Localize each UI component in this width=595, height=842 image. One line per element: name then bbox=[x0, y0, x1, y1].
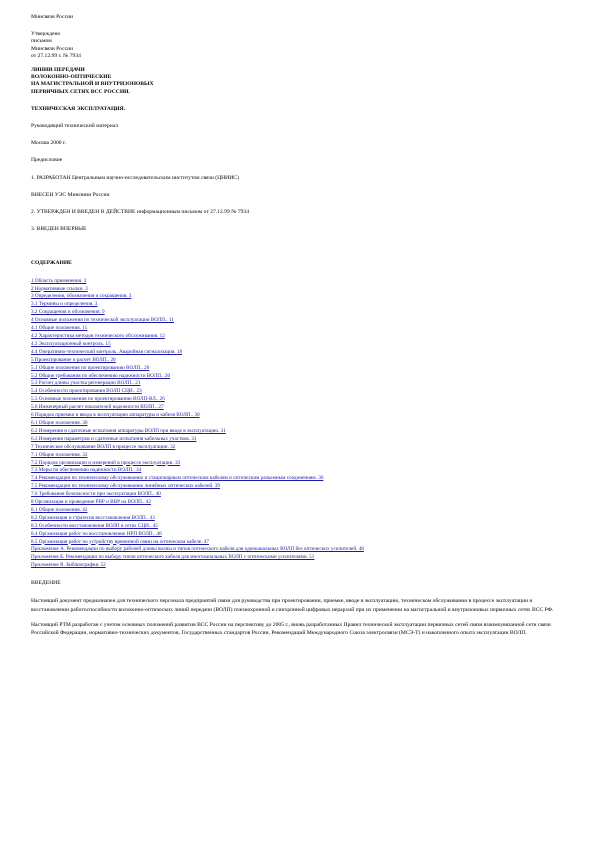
toc-link[interactable]: 5.5 Основные положения по проектированию ВОЛП-ВЛ.. 26 bbox=[31, 396, 165, 403]
toc-link[interactable]: 4.4 Оперативно-технический контроль. Аварийная сигнализация. 18 bbox=[31, 348, 183, 355]
approval-line: от 27.12.99 г. № 7934 bbox=[31, 52, 81, 59]
toc-link[interactable]: 6 Порядок приемки и ввода в эксплуатацию аппаратуры и кабеля ВОЛП.. 30 bbox=[31, 412, 200, 419]
preface-item: 1. РАЗРАБОТАН Центральным научно-исследовательским институтом связи (ЦНИИС) bbox=[31, 174, 239, 181]
title-line: ВОЛОКОННО-ОПТИЧЕСКИЕ bbox=[31, 74, 112, 81]
toc-link[interactable]: 4.3 Эксплуатационный контроль. 15 bbox=[31, 340, 111, 347]
toc-link[interactable]: 8.3 Особенности восстановления ВОЛП в сетях СЦИ.. 45 bbox=[31, 522, 158, 529]
toc-link[interactable]: 5.1 Общие положения по проектированию ВОЛП.. 20 bbox=[31, 364, 150, 371]
toc-link[interactable]: Приложение В. Библиография. 52 bbox=[31, 562, 106, 569]
toc-link[interactable]: 5 Проектирование и расчет ВОЛП.. 20 bbox=[31, 356, 116, 363]
toc-link[interactable]: 6.3 Измерения параметров и сдаточные испытания кабельных участков. 31 bbox=[31, 435, 197, 442]
toc-link[interactable]: 5.4 Особенности проектирования ВОЛП СЦИ.. 23 bbox=[31, 388, 142, 395]
contents-heading: СОДЕРЖАНИЕ bbox=[31, 260, 72, 267]
toc-link[interactable]: 8.1 Общие положения. 42 bbox=[31, 506, 88, 513]
toc-link[interactable]: Приложение Б. Рекомендации по выбору типов оптического кабеля для многоканальных ВОЛП с оптическими усилителями. 51 bbox=[31, 554, 315, 561]
toc-link[interactable]: 7.2 Порядок организации и измерений в процессе эксплуатации. 33 bbox=[31, 459, 181, 466]
toc-link[interactable]: 7.3 Меры по обеспечению надежности ВОЛП.. 34 bbox=[31, 467, 142, 474]
approval-line: Минсвязи России bbox=[31, 45, 74, 52]
toc-link[interactable]: 4.2 Характеристика методов технического обслуживания. 12 bbox=[31, 333, 165, 339]
toc-link[interactable]: 3 Определения, обозначения и сокращения. 3 bbox=[31, 293, 132, 300]
toc-link[interactable]: 8.5 Организация работ по устройству временной связи на оптическом кабеле. 47 bbox=[31, 538, 209, 545]
toc-link[interactable]: 5.3 Расчет длины участка регенерации ВОЛП.. 21 bbox=[31, 380, 141, 387]
intro-paragraph: Настоящий документ предназначен для технического персонала предприятий связи для руководства при проектировании, приемке, вводе в эксплуатацию, техническом обслуживании в процессе эксплуатации и восстановлении работоспособности волоконно-оптических линий передачи (ВОЛП) плезиохронной и синхронной цифровых иерархий при их применении на магистральной и внутризоновых первичных сетях ВСС РФ. bbox=[31, 598, 554, 613]
toc-link[interactable]: 8.4 Организация работ по восстановлению НРП ВОЛП.. 46 bbox=[31, 530, 162, 537]
toc-link[interactable]: 8 Организация и проведение РВР и ВВР на ВОЛП.. 42 bbox=[31, 499, 151, 506]
document-title bbox=[31, 67, 571, 96]
toc-link[interactable]: 4 Основные положения по технической эксплуатации ВОЛП.. 11 bbox=[31, 317, 174, 324]
document-page bbox=[31, 14, 571, 638]
title-line: ПЕРВИЧНЫХ СЕТЯХ ВСС РОССИИ. bbox=[31, 88, 130, 95]
preface-item: ВНЕСЕН УЭС Минсвязи России bbox=[31, 191, 110, 198]
table-of-contents bbox=[31, 278, 571, 570]
toc-link[interactable]: 7.1 Общие положения. 32 bbox=[31, 451, 88, 458]
document-subtitle: ТЕХНИЧЕСКАЯ ЭКСПЛУАТАЦИЯ. bbox=[31, 105, 126, 112]
toc-link[interactable]: 2 Нормативные ссылки. 3 bbox=[31, 285, 88, 292]
place-year: Москва 2000 г. bbox=[31, 140, 67, 147]
toc-link[interactable]: 8.2 Организация и стратегия восстановления ВОЛП.. 43 bbox=[31, 514, 155, 521]
toc-link[interactable]: 7.4 Рекомендации по техническому обслуживанию и стационарным оптическим кабелям и оптическим разъемным соединениям. 36 bbox=[31, 475, 324, 482]
preface-item: 3. ВВЕДЕН ВПЕРВЫЕ bbox=[31, 226, 87, 233]
intro-paragraph: Настоящий РТМ разработан с учетом основных положений развития ВСС России на перспективу до 2005 г., вновь разработанных Правил технической эксплуатации первичных сетей связи взаимоувязанной сети связи Российской Федерации, нормативно-технических документов, Государственных стандартов России, Рекомендаций Международного Союза электросвязи (МСЭ-Т) и накопленного опыта эксплуатации ВОЛП. bbox=[31, 621, 551, 637]
toc-link[interactable]: 5.2 Общие требования по обеспечению надежности ВОЛП.. 20 bbox=[31, 372, 171, 379]
toc-link[interactable]: 6.1 Общие положения. 30 bbox=[31, 419, 88, 426]
toc-link[interactable]: 4.1 Общие положения. 11 bbox=[31, 325, 88, 332]
title-line: ЛИНИИ ПЕРЕДАЧИ bbox=[31, 67, 85, 74]
toc-link[interactable]: 3.1 Термины и определения. 3 bbox=[31, 301, 98, 308]
title-line: НА МАГИСТРАЛЬНОЙ И ВНУТРИЗОНОВЫХ bbox=[31, 81, 154, 88]
toc-link[interactable]: 1 Область применения. 3 bbox=[31, 277, 87, 284]
toc-link[interactable]: 5.6 Инженерный расчет показателей надежности ВОЛП.. 27 bbox=[31, 404, 164, 411]
toc-link[interactable]: 7.6 Требования безопасности при эксплуатации ВОЛП.. 40 bbox=[31, 491, 161, 498]
toc-link[interactable]: 7 Техническое обслуживание ВОЛП в процессе эксплуатации. 32 bbox=[31, 443, 176, 450]
preface-heading: Предисловие bbox=[31, 157, 63, 164]
toc-link[interactable]: 7.5 Рекомендации по техническому обслуживанию линейных оптических кабелей. 39 bbox=[31, 483, 220, 490]
ministry-line: Минсвязи России bbox=[31, 14, 74, 20]
toc-link[interactable]: 3.2 Сокращения и обозначения. 9 bbox=[31, 309, 105, 316]
intro-heading: ВВЕДЕНИЕ bbox=[31, 579, 61, 586]
toc-link[interactable]: Приложение А. Рекомендации по выбору рабочей длины волны и типов оптического кабеля для одноканальных ВОЛП без оптических усилителей. 48 bbox=[31, 546, 364, 553]
document-type: Руководящий технический материал bbox=[31, 123, 119, 130]
toc-link[interactable]: 6.2 Измерения и сдаточные испытания аппаратуры ВОЛП при вводе в эксплуатацию. 31 bbox=[31, 427, 226, 434]
approval-line: Утверждено bbox=[31, 31, 61, 38]
preface-item: 2. УТВЕРЖДЕН И ВВЕДЕН В ДЕЙСТВИЕ информационным письмом от 27.12.99 № 7934 bbox=[31, 209, 250, 216]
approval-block bbox=[31, 31, 571, 60]
approval-line: письмом bbox=[31, 38, 52, 45]
